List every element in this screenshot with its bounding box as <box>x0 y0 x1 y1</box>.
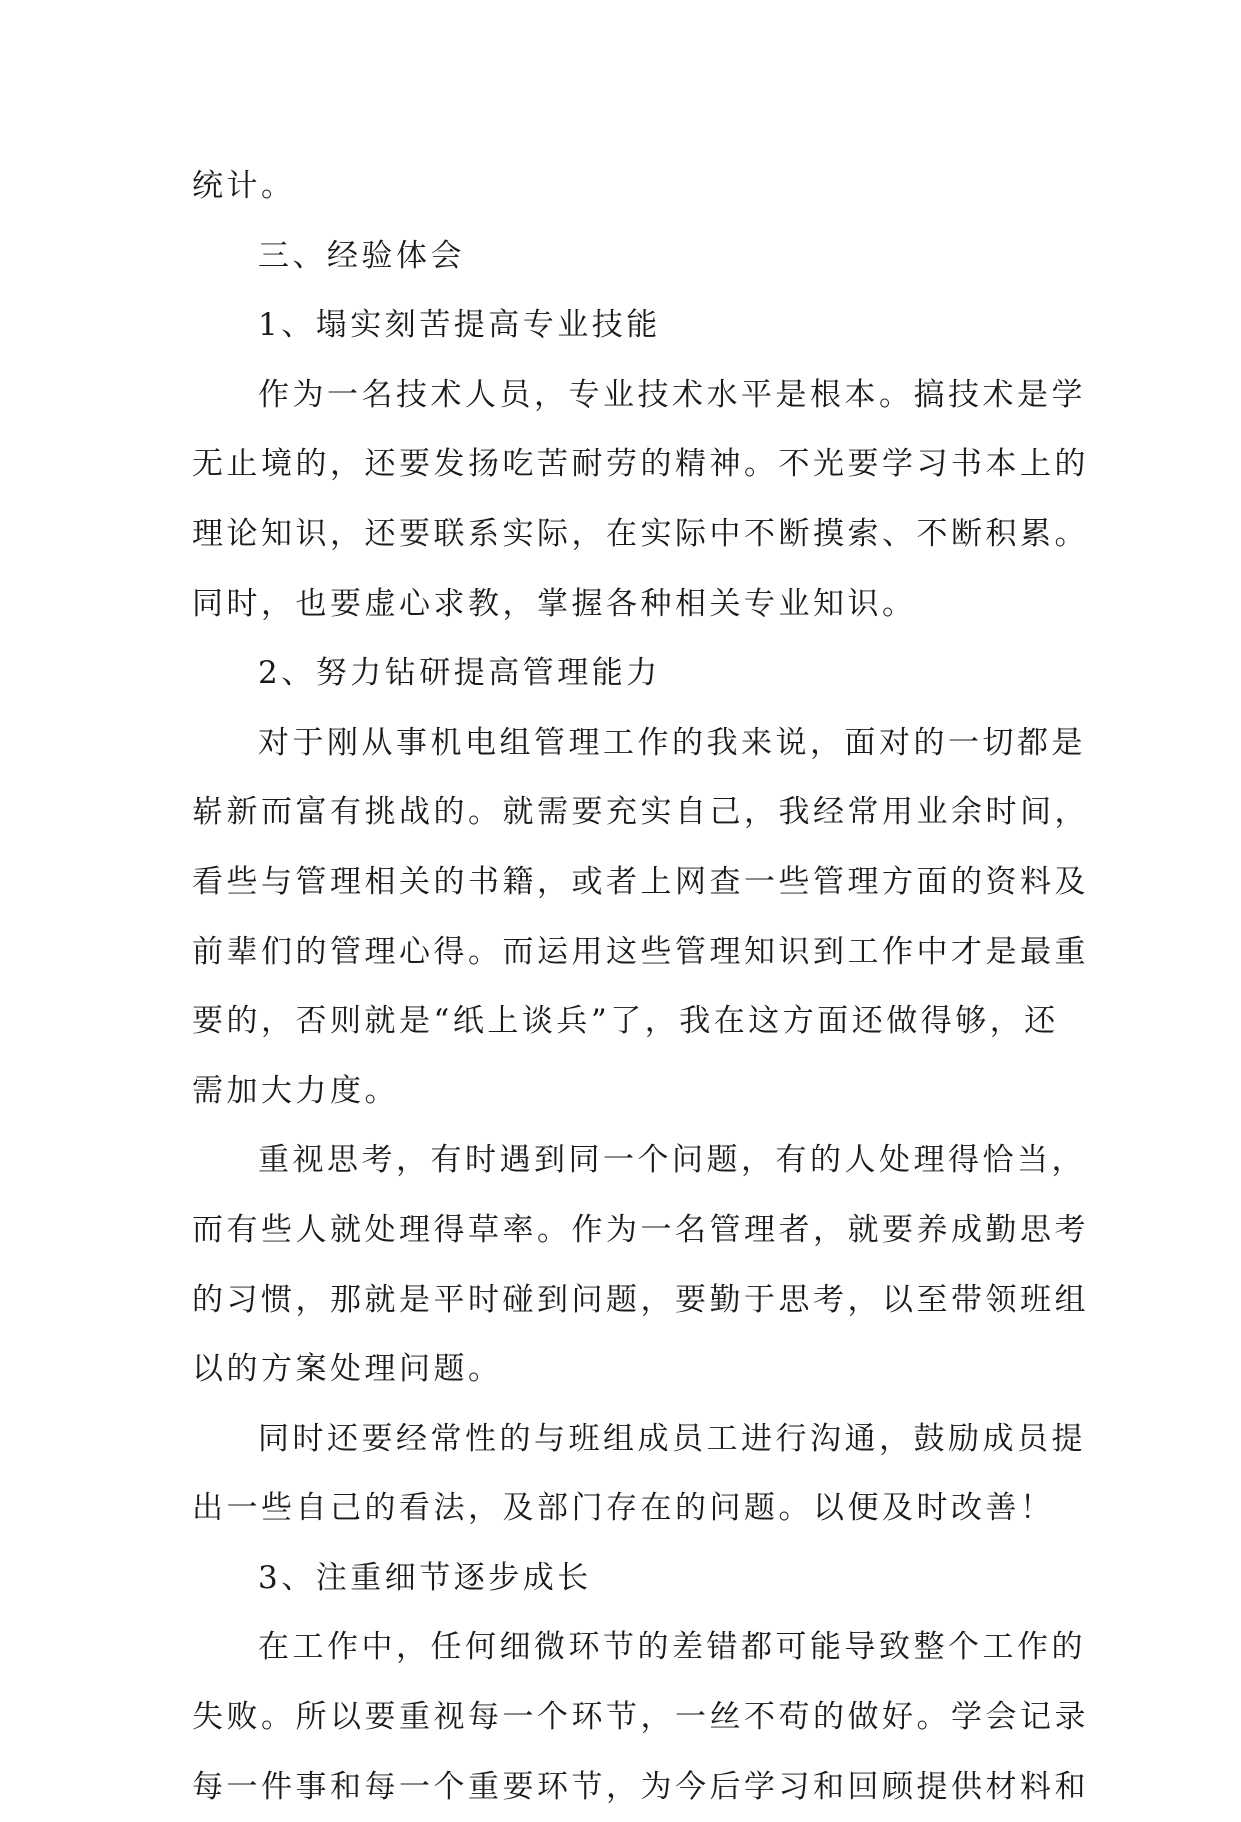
text-line: 理论知识，还要联系实际，在实际中不断摸索、不断积累。 <box>192 515 1089 552</box>
subsection-heading: 1、塌实刻苦提高专业技能 <box>258 307 661 344</box>
text-line: 同时，也要虚心求教，掌握各种相关专业知识。 <box>192 585 917 622</box>
text-line: 统计。 <box>192 168 296 204</box>
text-line: 看些与管理相关的书籍，或者上网查一些管理方面的资料及 <box>192 863 1089 900</box>
text-line: 作为一名技术人员，专业技术水平是根本。搞技术是学 <box>258 376 1086 413</box>
subsection-heading: 3、注重细节逐步成长 <box>258 1559 592 1596</box>
text-line: 无止境的，还要发扬吃苦耐劳的精神。不光要学习书本上的 <box>192 446 1089 483</box>
text-line: 的习惯，那就是平时碰到问题，要勤于思考，以至带领班组 <box>192 1281 1089 1318</box>
text-line: 重视思考，有时遇到同一个问题，有的人处理得恰当， <box>258 1142 1086 1179</box>
text-line: 而有些人就处理得草率。作为一名管理者，就要养成勤思考 <box>192 1211 1089 1248</box>
text-line: 以的方案处理问题。 <box>192 1351 503 1388</box>
text-line: 出一些自己的看法，及部门存在的问题。以便及时改善！ <box>192 1490 1055 1527</box>
text-line: 失败。所以要重视每一个环节，一丝不苟的做好。学会记录 <box>192 1699 1089 1736</box>
section-heading: 三、经验体会 <box>258 237 465 274</box>
text-line: 在工作中，任何细微环节的差错都可能导致整个工作的 <box>258 1629 1086 1666</box>
text-line: 每一件事和每一个重要环节，为今后学习和回顾提供材料和 <box>192 1768 1089 1805</box>
text-line: 要的，否则就是“纸上谈兵”了，我在这方面还做得够，还 <box>192 1003 1059 1040</box>
text-line: 需加大力度。 <box>192 1072 399 1109</box>
text-line: 前辈们的管理心得。而运用这些管理知识到工作中才是最重 <box>192 933 1089 970</box>
text-line: 对于刚从事机电组管理工作的我来说，面对的一切都是 <box>258 724 1086 761</box>
document-body <box>192 152 1089 1822</box>
text-line: 崭新而富有挑战的。就需要充实自己，我经常用业余时间， <box>192 794 1089 831</box>
subsection-heading: 2、努力钻研提高管理能力 <box>258 655 661 692</box>
text-line: 同时还要经常性的与班组成员工进行沟通，鼓励成员提 <box>258 1420 1086 1457</box>
